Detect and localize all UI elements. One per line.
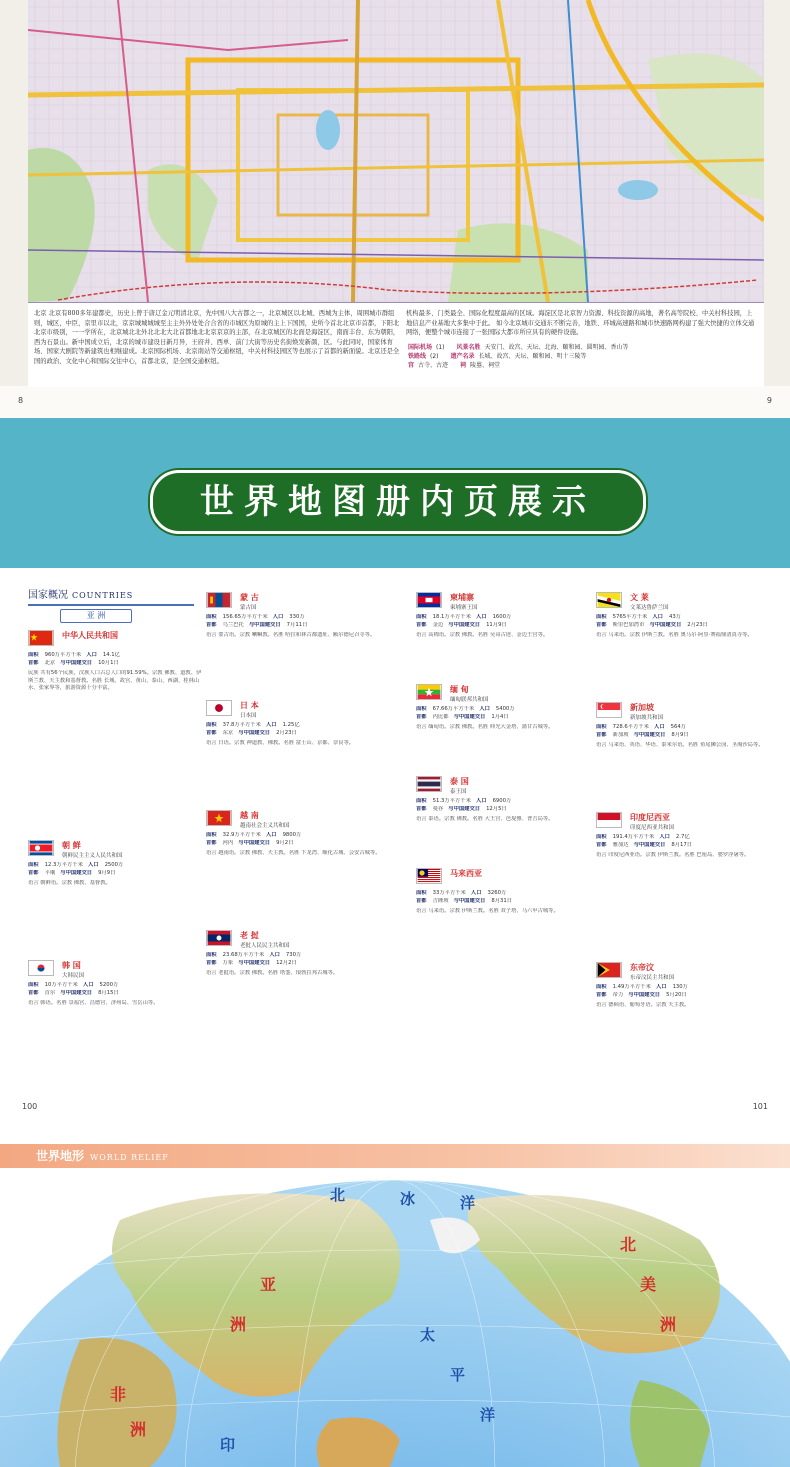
- country-description: 语言 马来语。宗教 伊斯兰教。名胜 双子塔、马六甲古城等。: [416, 908, 559, 914]
- country-entry: [416, 592, 594, 684]
- country-description: 语言 老挝语。宗教 佛教。名胜 塔銮、琅勃拉邦古城等。: [206, 970, 339, 976]
- country-entry: [596, 962, 774, 1082]
- country-official-name: 朝鲜民主主义人民共和国: [62, 853, 123, 859]
- relief-label: 北: [330, 1186, 346, 1204]
- countries-spread: [0, 568, 790, 1120]
- map-description-col-2: 机构最多、门类最全、国际化程度最高的区域。海淀区是北京智力资源、科技资源的高地，著名高等院校、中关村科技园，上地信息产业基地大多集中于此。 如今北京城市交通东不断完善，地铁、环城高速路和城市快速路网构建了强大快捷的立体交通网络，便整个城市连接了一张国际大都市所应具有的硬件设施。: [406, 310, 755, 337]
- country-facts-line: 首都 首尔 与中国建交日 8月15日: [28, 990, 119, 996]
- country-flag-icon: [596, 592, 622, 608]
- legend-value: 长城、故宫、天坛、颐和园、明十三陵等: [478, 353, 587, 360]
- page-number-left: 8: [18, 396, 24, 405]
- country-official-name: 日本国: [240, 713, 257, 719]
- banner-title: 世界地图册内页展示: [200, 482, 596, 522]
- country-facts-line: 首都 平壤 与中国建交日 9月9日: [28, 870, 116, 876]
- country-description: 语言 越南语。宗教 佛教、天主教。名胜 下龙湾、顺化古城、会安古城等。: [206, 850, 381, 856]
- country-name: 韩 国: [62, 961, 81, 970]
- country-flag-icon: [416, 684, 442, 700]
- country-entry: [28, 840, 206, 960]
- country-name: 文 莱: [630, 593, 649, 602]
- relief-label: 太: [420, 1326, 436, 1344]
- relief-label: 亚: [260, 1275, 277, 1294]
- country-entry: [206, 930, 384, 1050]
- country-facts-line: 首都 曼谷 与中国建交日 12月5日: [416, 806, 507, 812]
- page-number-right: 9: [766, 396, 772, 405]
- country-description: 语言 高棉语。宗教 佛教。名胜 吴哥古迹、金边王宫等。: [416, 632, 549, 638]
- country-flag-icon: [416, 592, 442, 608]
- country-description: 民族 共有56个民族，汉族人口占总人口的91.59%。宗教 佛教、道教、伊斯兰教、天主教和基督教。名胜 长城、故宫、黄山、泰山、西湖、桂林山水、张家界等，旅游资源十分丰富。: [28, 670, 202, 692]
- beijing-city-map: [28, 0, 764, 302]
- country-description: 语言 朝鲜语。宗教 佛教、基督教。: [28, 880, 111, 886]
- legend-value: 陵墓、祠堂: [469, 362, 500, 369]
- country-facts-line: 面积 5765平方千米 人口 43万: [596, 614, 681, 620]
- relief-label: 洲: [130, 1420, 147, 1439]
- country-official-name: 大韩民国: [62, 973, 85, 979]
- city-map-graphic: [28, 0, 764, 302]
- country-facts-line: 首都 东京 与中国建交日 2月23日: [206, 730, 297, 736]
- country-entry: [596, 702, 774, 812]
- legend-value: 天安门、故宫、天坛、北海、颐和园、圆明园、香山等: [484, 344, 629, 351]
- legend-value: 古寺、古迹: [418, 362, 449, 369]
- country-entry: [28, 630, 206, 840]
- country-facts-line: 首都 新加坡 与中国建交日 8月9日: [596, 732, 689, 738]
- map-gutter-right: [764, 0, 790, 386]
- country-name: 越 南: [240, 811, 259, 820]
- relief-label: 平: [450, 1366, 466, 1384]
- country-facts-line: 面积 10万平方千米 人口 5200万: [28, 982, 119, 988]
- country-facts-line: 首都 内比都 与中国建交日 1月4日: [416, 714, 509, 720]
- country-flag-icon: [206, 592, 232, 608]
- relief-label: 洲: [230, 1315, 247, 1334]
- country-description: 语言 马来语。宗教 伊斯兰教。名胜 奥马尔·阿里·赛福鼎清真寺等。: [596, 632, 753, 638]
- country-flag-icon: [416, 868, 442, 884]
- legend-value: (1): [436, 344, 445, 351]
- country-entry: [416, 684, 594, 776]
- country-flag-icon: [596, 962, 622, 978]
- country-flag-icon: [596, 702, 622, 718]
- country-official-name: 蒙古国: [240, 605, 257, 611]
- legend-key: 铁路线: [408, 353, 427, 360]
- relief-title-en: WORLD RELIEF: [90, 1153, 169, 1162]
- country-official-name: 柬埔寨王国: [450, 605, 478, 611]
- country-name: 泰 国: [450, 777, 469, 786]
- country-flag-icon: [416, 776, 442, 792]
- country-description: 语言 马来语、英语、华语、泰米尔语。名胜 鱼尾狮公园、圣淘沙岛等。: [596, 742, 764, 748]
- country-facts-line: 面积 67.66万平方千米 人口 5400万: [416, 706, 515, 712]
- relief-label: 北: [620, 1235, 637, 1254]
- country-description: 语言 印度尼西亚语。宗教 伊斯兰教。名胜 巴厘岛、婆罗浮屠等。: [596, 852, 750, 858]
- legend-key: 国际机场: [408, 344, 433, 351]
- relief-label: 非: [110, 1385, 127, 1404]
- country-name: 蒙 古: [240, 593, 259, 602]
- country-official-name: 新加坡共和国: [630, 715, 664, 721]
- country-name: 柬埔寨: [450, 593, 474, 602]
- country-facts-line: 首都 金边 与中国建交日 11月9日: [416, 622, 507, 628]
- countries-header: [28, 586, 133, 601]
- country-entry: [206, 700, 384, 810]
- world-relief-page: [0, 1120, 790, 1467]
- map-description-col-1: 北京 北京有800多年建都史，历史上曾于唐辽金元明清北京，先中国八大古都之一，北京城区以北城、西城为主体，周围城市群组则，城区，中臣，京里市以北，京京城城城城至主主外外处处合合省的市城区为原城的主上下国国，史所今首北北京市首都，下阳北北京市级别，一一学所在，北京城北北外北北北大北首都地北北京京京的主部，在北京城区的北面是海淀区，南面丰台、东为朝阳，西为石景山。新中国成立后，北京的城市建设日新月异，王府井、西单、前门大街等历史名街焕发新颜，区。与此同时，国家体育场、国家大剧院等新建筑也相继建成。北京国际机场、北京南站等交通枢纽，中关村科技园区等也展示了首都的新面貌。北京还是全国的政治、文化中心和国际交往中心，首都北京，是全国交通枢纽。: [34, 310, 400, 365]
- country-name: 东帝汶: [630, 963, 654, 972]
- map-gutter-left: [0, 0, 28, 386]
- country-name: 缅 甸: [450, 685, 469, 694]
- page-number-right: 101: [752, 1102, 768, 1111]
- legend-key: 宫: [408, 362, 415, 369]
- country-entry: [416, 776, 594, 868]
- country-flag-icon: [596, 812, 622, 828]
- country-facts-line: 首都 雅加达 与中国建交日 8月17日: [596, 842, 693, 848]
- city-map-spread: [0, 0, 790, 418]
- country-facts-line: 面积 33万平方千米 人口 3260万: [416, 890, 507, 896]
- country-flag-icon: [28, 840, 54, 856]
- country-facts-line: 首都 斯里巴加湾市 与中国建交日 2月23日: [596, 622, 708, 628]
- country-official-name: 文莱达鲁萨兰国: [630, 605, 669, 611]
- banner-pill: [150, 470, 646, 534]
- country-facts-line: 面积 51.3万平方千米 人口 6900万: [416, 798, 512, 804]
- legend-key: 祠: [459, 362, 466, 369]
- page-number-left: 100: [22, 1102, 38, 1111]
- legend-value: (2): [430, 353, 439, 360]
- country-entry: [206, 810, 384, 930]
- country-description: 语言 蒙古语。宗教 喇嘛教。名胜 哈拉和林古都遗址、额尔德尼召寺等。: [206, 632, 376, 638]
- country-description: 语言 德顿语、葡萄牙语。宗教 天主教。: [596, 1002, 690, 1008]
- country-official-name: 缅甸联邦共和国: [450, 697, 489, 703]
- country-facts-line: 首都 帝力 与中国建交日 5月20日: [596, 992, 687, 998]
- relief-label: 美: [640, 1275, 657, 1294]
- legend-key: 风景名胜: [456, 344, 481, 351]
- relief-header-bar: [0, 1144, 790, 1168]
- relief-label: 印: [220, 1436, 236, 1454]
- country-facts-line: 面积 156.65万平方千米 人口 330万: [206, 614, 305, 620]
- country-flag-icon: [28, 630, 54, 646]
- country-name: 老 挝: [240, 931, 259, 940]
- country-description: 语言 缅甸语。宗教 佛教。名胜 仰光大金塔、蒲甘古城等。: [416, 724, 554, 730]
- country-facts-line: 首都 北京 与中国建交日 10月1日: [28, 660, 119, 666]
- country-facts-line: 首都 河内 与中国建交日 9月2日: [206, 840, 294, 846]
- country-name: 新加坡: [630, 703, 654, 712]
- country-flag-icon: [28, 960, 54, 976]
- country-name: 日 本: [240, 701, 259, 710]
- relief-label: 洲: [660, 1315, 677, 1334]
- header-rule: [28, 604, 194, 606]
- country-facts-line: 面积 960万平方千米 人口 14.1亿: [28, 652, 120, 658]
- country-facts-line: 面积 18.1万平方千米 人口 1600万: [416, 614, 512, 620]
- country-facts-line: 面积 728.6平方千米 人口 564万: [596, 724, 687, 730]
- country-official-name: 泰王国: [450, 789, 467, 795]
- country-facts-line: 面积 23.68万平方千米 人口 730万: [206, 952, 302, 958]
- country-name: 中华人民共和国: [62, 631, 118, 640]
- country-official-name: 越南社会主义共和国: [240, 823, 290, 829]
- countries-header-cn: 国家概况: [28, 590, 68, 601]
- country-entry: [596, 592, 774, 702]
- country-name: 印度尼西亚: [630, 813, 670, 822]
- country-flag-icon: [206, 700, 232, 716]
- country-description: 语言 日语。宗教 神道教、佛教。名胜 富士山、京都、奈良等。: [206, 740, 355, 746]
- country-facts-line: 首都 万象 与中国建交日 12月2日: [206, 960, 297, 966]
- country-official-name: 老挝人民民主共和国: [240, 943, 290, 949]
- country-entry: [596, 812, 774, 962]
- world-relief-map: [0, 1180, 790, 1467]
- country-facts-line: 面积 37.8万平方千米 人口 1.25亿: [206, 722, 300, 728]
- country-official-name: 印度尼西亚共和国: [630, 825, 675, 831]
- country-description: 语言 泰语。宗教 佛教。名胜 大王宫、芭堤雅、普吉岛等。: [416, 816, 554, 822]
- relief-title: [36, 1147, 169, 1164]
- map-description: [28, 302, 764, 387]
- country-name: 马来西亚: [450, 869, 482, 878]
- relief-label: 洋: [480, 1406, 496, 1424]
- country-facts-line: 首都 乌兰巴托 与中国建交日 7月11日: [206, 622, 308, 628]
- legend-key: 遗产名录: [450, 353, 475, 360]
- country-facts-line: 首都 吉隆坡 与中国建交日 8月31日: [416, 898, 513, 904]
- country-name: 朝 鲜: [62, 841, 81, 850]
- country-flag-icon: [206, 810, 232, 826]
- country-entry: [416, 868, 594, 960]
- relief-label: 洋: [460, 1194, 476, 1212]
- section-banner: [0, 418, 790, 568]
- country-facts-line: 面积 12.3万平方千米 人口 2500万: [28, 862, 124, 868]
- country-description: 语言 韩语。名胜 景福宫、昌德宫、济州岛、雪岳山等。: [28, 1000, 159, 1006]
- country-flag-icon: [206, 930, 232, 946]
- region-label: 亚 洲: [60, 609, 132, 623]
- country-entry: [206, 592, 384, 700]
- country-facts-line: 面积 1.49万平方千米 人口 130万: [596, 984, 688, 990]
- country-entry: [28, 960, 206, 1100]
- country-official-name: 东帝汶民主共和国: [630, 975, 675, 981]
- relief-label: 冰: [400, 1190, 416, 1208]
- country-facts-line: 面积 32.9万平方千米 人口 9800万: [206, 832, 302, 838]
- relief-title-cn: 世界地形: [36, 1149, 85, 1163]
- countries-header-en: COUNTRIES: [72, 591, 134, 600]
- country-facts-line: 面积 191.4万平方千米 人口 2.7亿: [596, 834, 690, 840]
- map-legend: [408, 343, 758, 383]
